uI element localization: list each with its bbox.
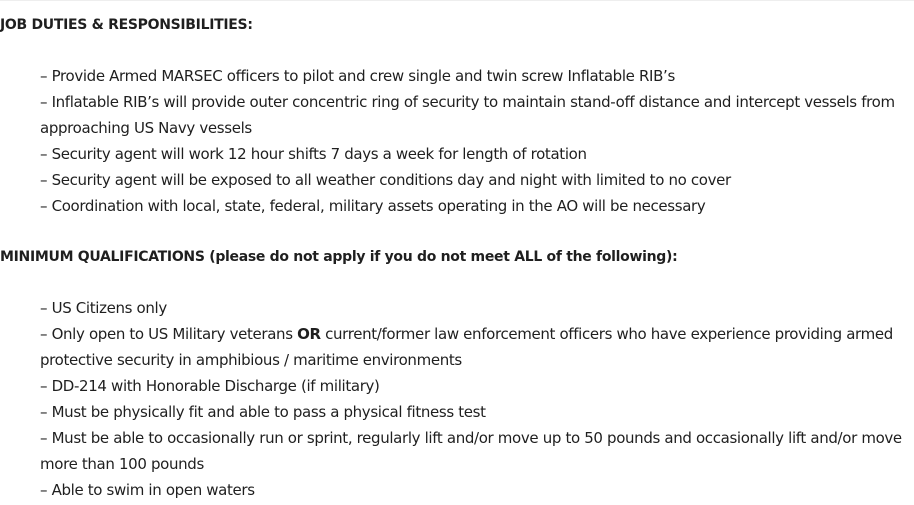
list-item: – Must be able to occasionally run or sprint, regularly lift and/or move up to 50 pounds and occasionally lift and/or move more than 100 pounds <box>40 429 902 473</box>
list-item: – Security agent will work 12 hour shifts 7 days a week for length of rotation <box>40 145 587 163</box>
list-item: – DD-214 with Honorable Discharge (if military) <box>40 377 380 395</box>
top-divider <box>0 0 914 1</box>
minimum-qualifications-heading <box>0 244 677 270</box>
list-item: – Provide Armed MARSEC officers to pilot and crew single and twin screw Inflatable RIB’s <box>40 67 675 85</box>
list-item: – US Citizens only <box>40 299 167 317</box>
heading-note: (please do not apply if you do not meet ALL of the following): <box>204 249 678 265</box>
list-item-text: – Only open to US Military veterans <box>40 325 298 343</box>
list-item <box>40 321 910 373</box>
emphasis-or: OR <box>297 325 321 343</box>
heading-bold-label: MINIMUM QUALIFICATIONS <box>0 249 205 265</box>
list-item: – Able to swim in open waters <box>40 481 255 499</box>
list-item-text: current/former law enforcement officers who have experience providing armed protective security in amphibious / maritime environments <box>40 325 893 369</box>
minimum-qualifications-list <box>40 295 910 503</box>
job-duties-list <box>40 63 910 219</box>
list-item: – Inflatable RIB’s will provide outer concentric ring of security to maintain stand-off distance and intercept vessels from approaching US Navy vessels <box>40 93 895 137</box>
list-item: – Must be physically fit and able to pass a physical fitness test <box>40 403 486 421</box>
list-item: – Coordination with local, state, federal, military assets operating in the AO will be necessary <box>40 197 706 215</box>
job-duties-heading: JOB DUTIES & RESPONSIBILITIES: <box>0 17 253 33</box>
list-item: – Security agent will be exposed to all weather conditions day and night with limited to no cover <box>40 171 731 189</box>
